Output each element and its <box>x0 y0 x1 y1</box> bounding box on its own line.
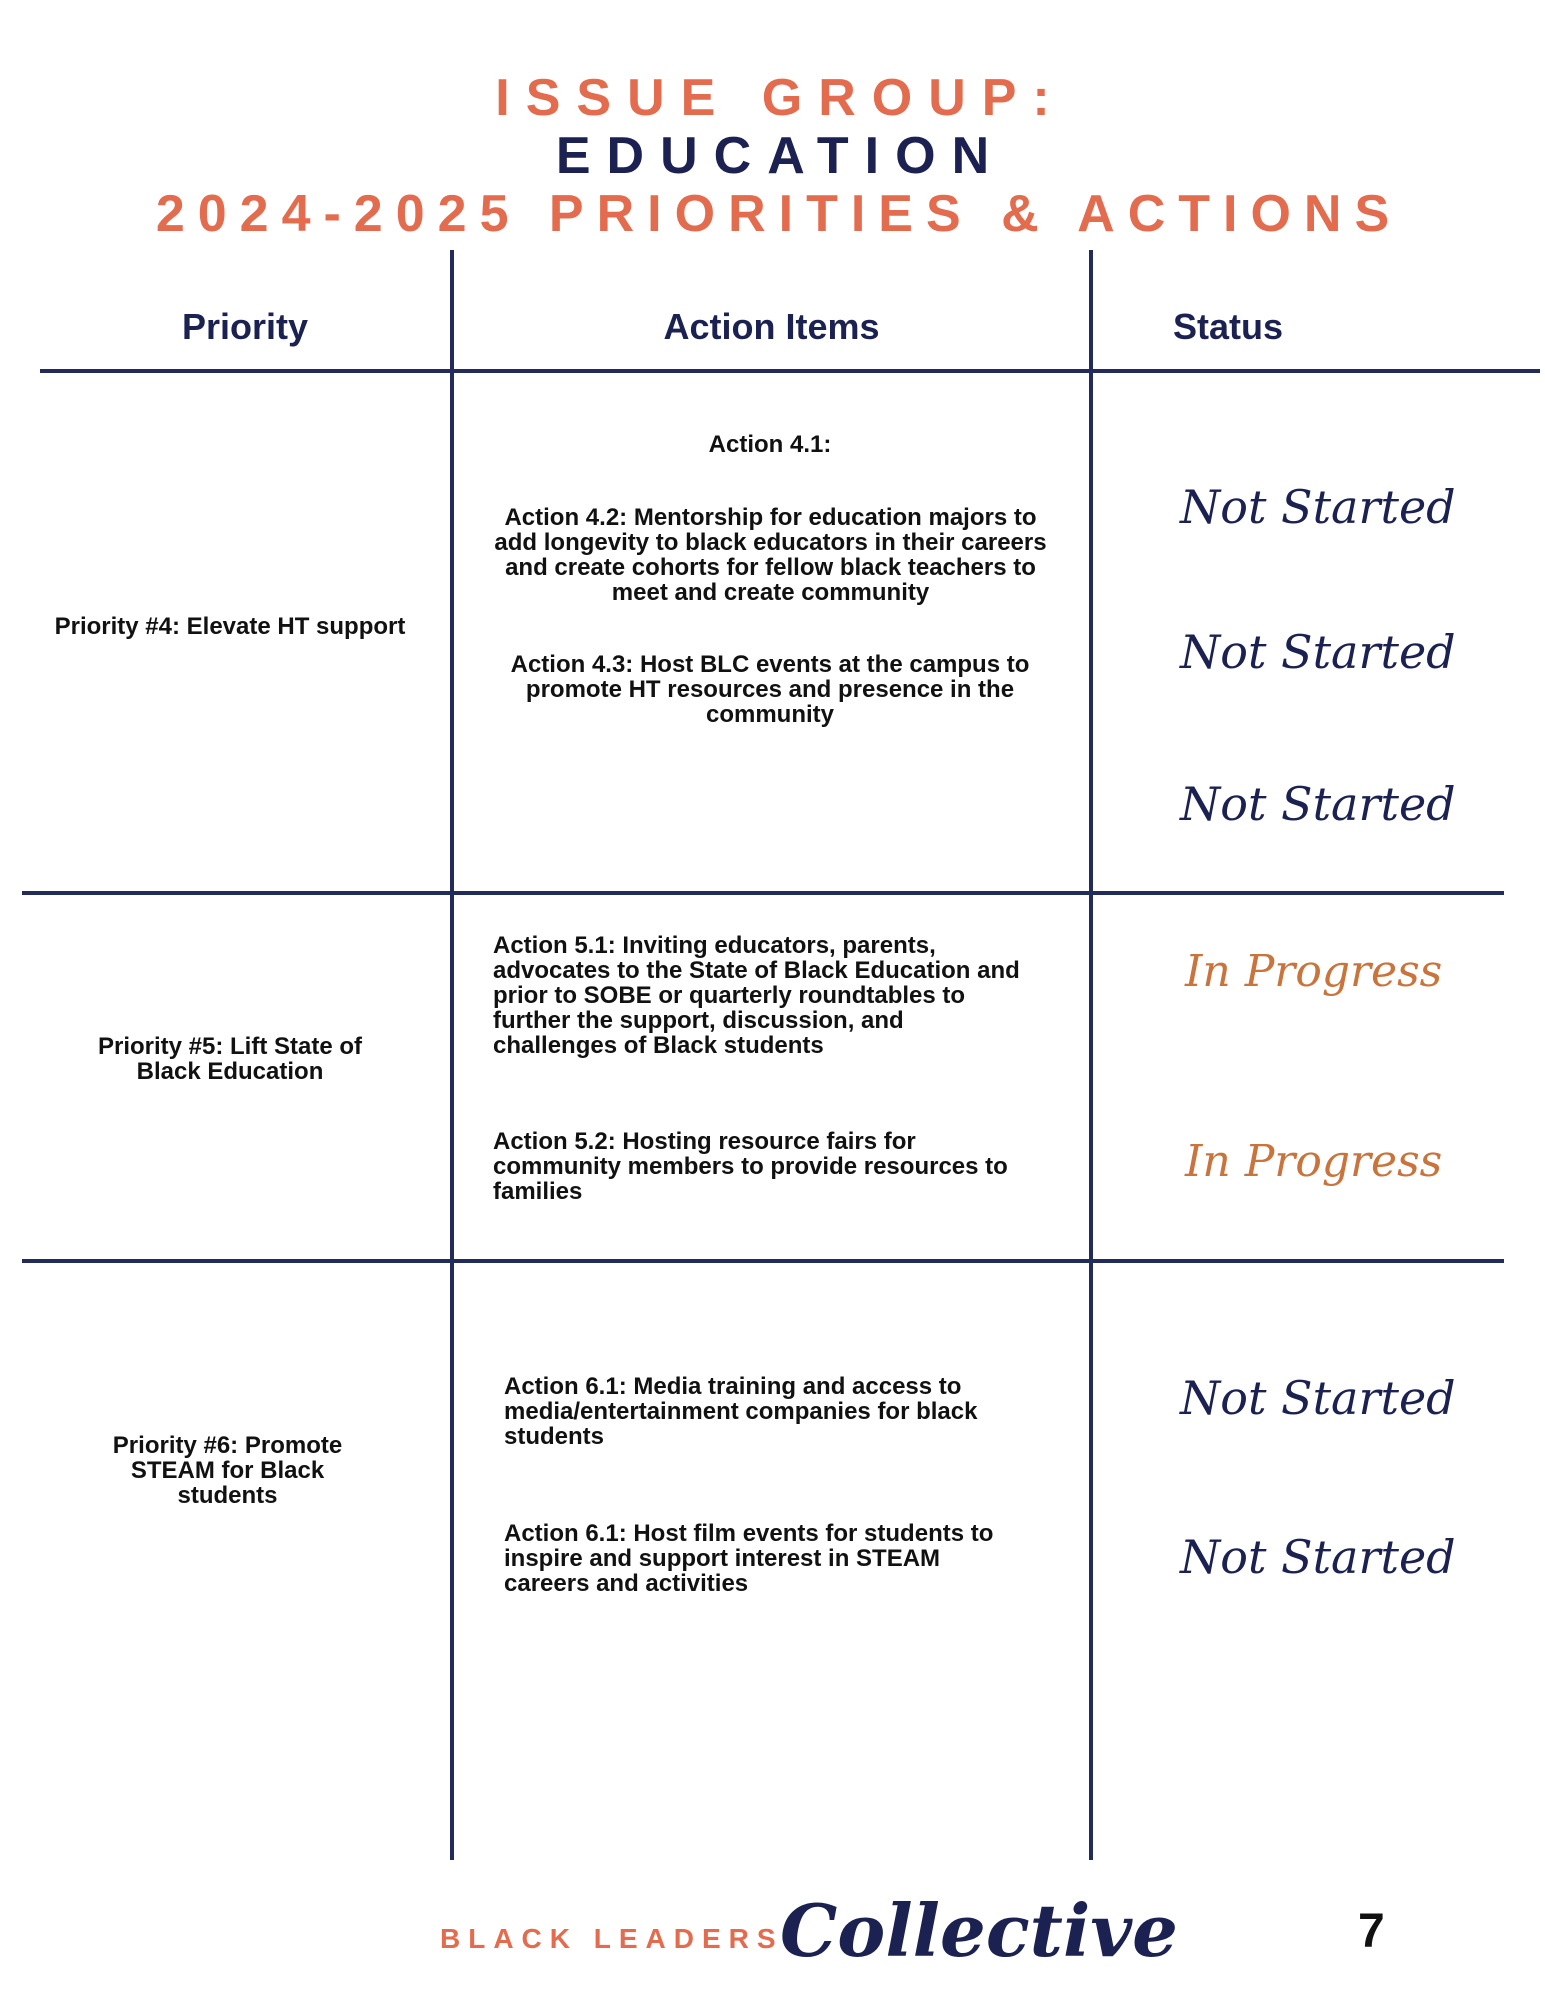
column-divider-1 <box>450 250 454 1860</box>
column-header-action-items: Action Items <box>663 306 880 347</box>
action-4-1: Action 4.1: <box>708 431 832 458</box>
footer-brand-script: Collective <box>780 1888 1178 1973</box>
priority-4-label: Priority #4: Elevate HT support <box>54 613 406 640</box>
status-4-3: Not Started <box>1180 777 1456 831</box>
status-5-2: In Progress <box>1185 1136 1443 1187</box>
title-priorities-actions: 2024-2025 PRIORITIES & ACTIONS <box>155 185 1403 243</box>
column-header-priority: Priority <box>181 306 309 347</box>
priority-5-label: Priority #5: Lift State of Black Education <box>97 1033 363 1085</box>
row-divider-1 <box>22 891 1504 895</box>
status-6-2: Not Started <box>1180 1530 1456 1584</box>
status-4-2: Not Started <box>1180 625 1456 679</box>
row-divider-2 <box>22 1259 1504 1263</box>
action-5-1: Action 5.1: Inviting educators, parents, advocates to the State of Black Education and prior to SOBE or quarterly roundtables to further the support, discussion, and challenges of Black students <box>493 932 1020 1059</box>
title-education: EDUCATION <box>555 127 1006 185</box>
title-issue-group: ISSUE GROUP: <box>495 69 1066 127</box>
footer-brand-text: BLACK LEADERS <box>440 1923 784 1954</box>
column-header-status: Status <box>1172 306 1284 347</box>
action-4-2: Action 4.2: Mentorship for education majors to add longevity to black educators in their careers and create cohorts for fellow black teachers to meet and create community <box>494 504 1047 606</box>
action-6-1: Action 6.1: Media training and access to media/entertainment companies for black students <box>504 1373 978 1450</box>
status-5-1: In Progress <box>1185 946 1443 997</box>
header-divider <box>40 369 1540 373</box>
page-number: 7 <box>1358 1905 1385 1958</box>
status-4-1: Not Started <box>1180 480 1456 534</box>
column-divider-2 <box>1089 250 1093 1860</box>
status-6-1: Not Started <box>1180 1371 1456 1425</box>
action-6-2: Action 6.1: Host film events for students to inspire and support interest in STEAM careers and activities <box>504 1520 994 1597</box>
priority-6-label: Priority #6: Promote STEAM for Black students <box>112 1432 343 1509</box>
action-4-3: Action 4.3: Host BLC events at the campus to promote HT resources and presence in the community <box>510 651 1030 728</box>
action-5-2: Action 5.2: Hosting resource fairs for community members to provide resources to families <box>493 1128 1008 1205</box>
